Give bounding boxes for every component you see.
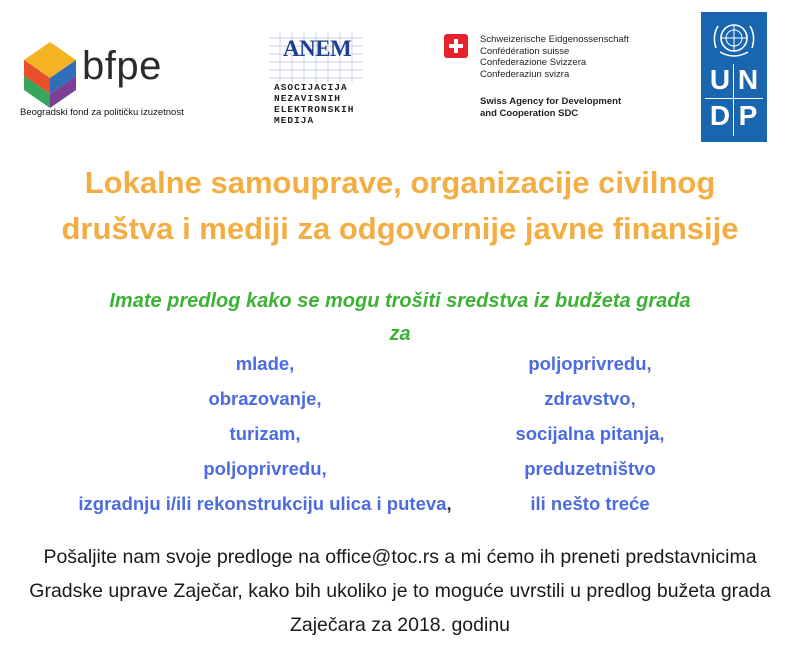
bfpe-subtitle: Beogradski fond za političku izuzetnost <box>20 107 184 118</box>
bfpe-logo-word: bfpe <box>82 44 162 88</box>
un-emblem-icon <box>710 18 758 60</box>
call-to-action-text: Pošaljite nam svoje predloge na office@toc.rs a mi ćemo ih preneti predstavnicima Gradske uprave Zaječar, kako bih ukoliko je to moguće uvrstili u predlog bužeta grada Zaječara za 2018. godinu <box>29 546 771 636</box>
anem-subtitle: ASOCIJACIJA NEZAVISNIH ELEKTRONSKIH MEDIJA <box>274 82 355 126</box>
list-item: zdravstvo, <box>544 388 636 409</box>
undp-logo <box>701 12 767 142</box>
list-item: preduzetništvo <box>524 458 656 479</box>
list-item: turizam, <box>229 423 301 444</box>
undp-letter-d: D <box>709 100 731 131</box>
topics-right-list <box>470 346 710 521</box>
list-item: ili nešto treće <box>530 493 650 514</box>
undp-letter-u: U <box>709 64 731 95</box>
undp-letter-n: N <box>737 64 759 95</box>
list-item: socijalna pitanja, <box>515 423 665 444</box>
topics-left-list <box>30 346 500 521</box>
sdc-languages: Schweizerische Eidgenossenschaft Confédération suisse Confederazione Svizzera Confederaziun svizra <box>480 34 629 80</box>
undp-letter-p: P <box>738 100 758 131</box>
anem-title: ANEM <box>283 36 352 61</box>
swiss-flag-icon <box>444 34 468 58</box>
question-subtitle: Imate predlog kako se mogu trošiti sredstva iz budžeta grada za <box>109 290 691 345</box>
list-item: obrazovanje, <box>208 388 322 409</box>
list-item: poljoprivredu, <box>528 353 652 374</box>
list-item: mlade, <box>235 353 295 374</box>
list-item: izgradnju i/ili rekonstrukciju ulica i puteva, <box>78 493 452 514</box>
list-item: poljoprivredu, <box>203 458 327 479</box>
page-title: Lokalne samouprave, organizacije civilnog društva i mediji za odgovornije javne finansije <box>61 165 739 246</box>
sdc-agency-name: Swiss Agency for Development and Cooperation SDC <box>480 96 622 119</box>
